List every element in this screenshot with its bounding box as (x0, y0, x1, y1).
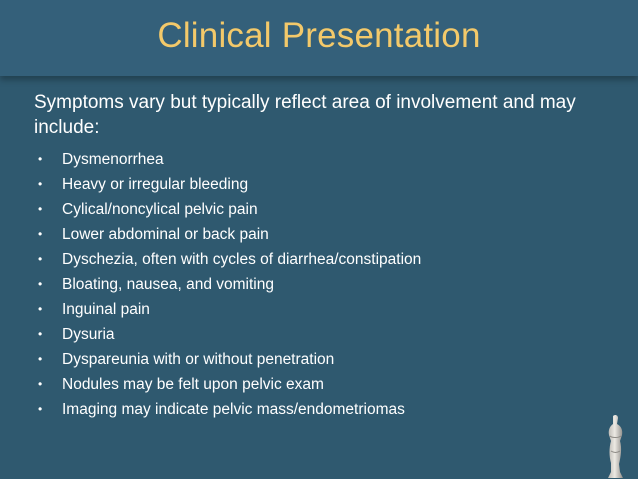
bullet-mark: • (38, 327, 43, 341)
title-bar (0, 0, 638, 76)
bullet-mark: • (38, 252, 43, 266)
list-item (38, 297, 558, 322)
list-item (38, 272, 558, 297)
slide-title: Clinical Presentation (157, 16, 481, 55)
list-item-text: Heavy or irregular bleeding (62, 176, 249, 193)
list-item-text: Dysmenorrhea (62, 151, 164, 168)
bullet-mark: • (38, 402, 43, 416)
list-item (38, 247, 558, 272)
bullet-mark: • (38, 152, 43, 166)
bullet-mark: • (38, 277, 43, 291)
list-item-text: Bloating, nausea, and vomiting (62, 276, 274, 293)
bullet-mark: • (38, 202, 43, 216)
bullet-mark: • (38, 377, 43, 391)
bullet-mark: • (38, 352, 43, 366)
list-item (38, 197, 558, 222)
list-item-text: Nodules may be felt upon pelvic exam (62, 376, 324, 393)
intro-text: Symptoms vary but typically reflect area of involvement and may include: (34, 92, 576, 138)
statue-icon (602, 414, 628, 479)
list-item (38, 172, 558, 197)
bullet-mark: • (38, 302, 43, 316)
list-item-text: Dyschezia, often with cycles of diarrhea/constipation (62, 251, 422, 268)
list-item-text: Cylical/noncylical pelvic pain (62, 201, 258, 218)
list-item-text: Dysuria (62, 326, 115, 343)
list-item-text: Imaging may indicate pelvic mass/endometriomas (62, 401, 405, 418)
list-item-text: Lower abdominal or back pain (62, 226, 269, 243)
list-item (38, 347, 558, 372)
list-item (38, 322, 558, 347)
list-item-text: Dyspareunia with or without penetration (62, 351, 335, 368)
list-item (38, 397, 558, 422)
list-item (38, 147, 558, 172)
list-item-text: Inguinal pain (62, 301, 150, 318)
bullet-mark: • (38, 227, 43, 241)
list-item (38, 222, 558, 247)
list-item (38, 372, 558, 397)
bullet-mark: • (38, 177, 43, 191)
symptom-list (38, 147, 558, 422)
